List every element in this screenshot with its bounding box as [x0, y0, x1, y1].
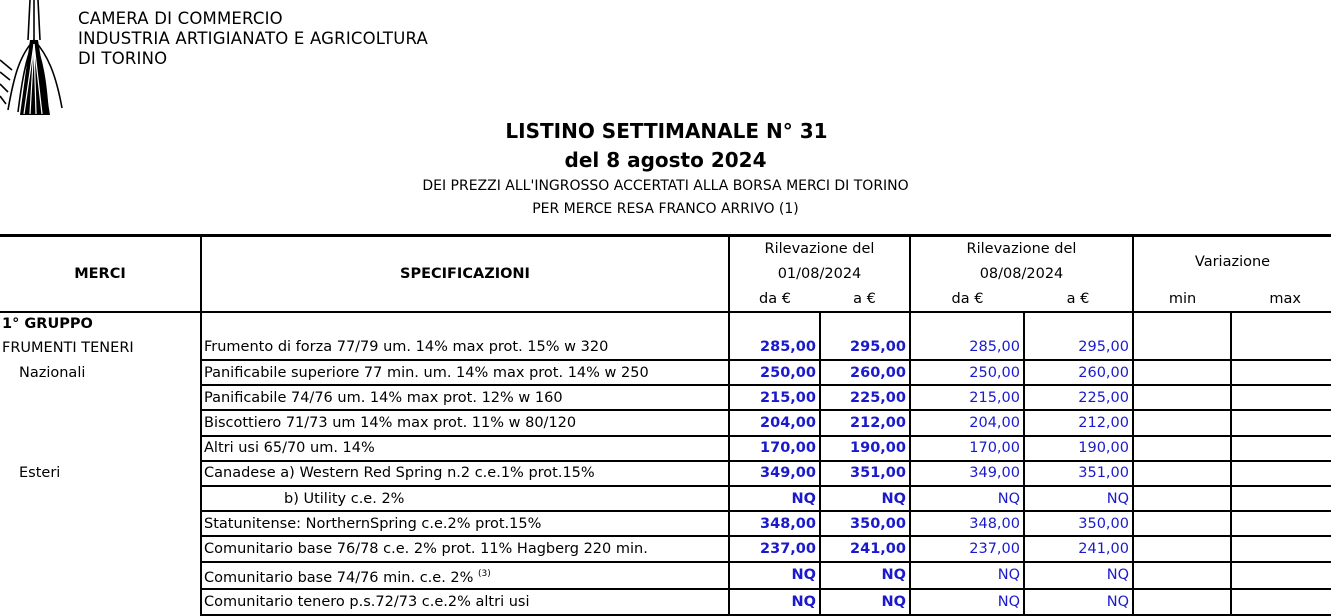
org-line-3: DI TORINO: [78, 49, 168, 68]
variation-max: [1231, 486, 1331, 511]
price-prev-da: NQ: [729, 562, 820, 590]
variation-min: [1133, 360, 1231, 385]
price-curr-da: 349,00: [910, 461, 1024, 486]
spec-text: Comunitario base 76/78 c.e. 2% prot. 11% Hagberg 220 min.: [204, 540, 648, 557]
spec-cell: [201, 312, 729, 336]
spec-cell: [201, 511, 729, 536]
variation-max: [1231, 385, 1331, 410]
price-prev-a: 241,00: [820, 536, 910, 561]
subtitle-line-2: PER MERCE RESA FRANCO ARRIVO (1): [532, 201, 799, 217]
price-prev-a: [820, 312, 910, 336]
header-min: min: [1133, 288, 1231, 312]
spec-text: Panificabile 74/76 um. 14% max prot. 12% w 160: [204, 389, 563, 406]
merci-cell: [0, 562, 201, 590]
header-rilevazione-1-date: 01/08/2024: [729, 261, 910, 288]
spec-text: Canadese a) Western Red Spring n.2 c.e.1% prot.15%: [204, 465, 595, 482]
variation-max: [1231, 511, 1331, 536]
price-curr-da: 215,00: [910, 385, 1024, 410]
price-prev-a: NQ: [820, 589, 910, 614]
variation-min: [1133, 536, 1231, 561]
spec-cell: [201, 461, 729, 486]
price-prev-a: 225,00: [820, 385, 910, 410]
header-rilevazione-1-label: Rilevazione del: [729, 236, 910, 261]
price-prev-da: 285,00: [729, 336, 820, 360]
variation-max: [1231, 461, 1331, 486]
merci-cell: [0, 511, 201, 536]
header-a-2: a €: [1024, 288, 1133, 312]
header-variazione: Variazione: [1133, 236, 1331, 288]
org-line-1: CAMERA DI COMMERCIO: [78, 9, 283, 28]
merci-cell: FRUMENTI TENERI: [2, 339, 134, 356]
subtitle-line-1: DEI PREZZI ALL'INGROSSO ACCERTATI ALLA BORSA MERCI DI TORINO: [422, 178, 909, 194]
price-prev-da: [729, 312, 820, 336]
header-rilevazione-2-date: 08/08/2024: [910, 261, 1133, 288]
spec-cell: [201, 589, 729, 614]
price-curr-da: 204,00: [910, 410, 1024, 435]
price-curr-da: 348,00: [910, 511, 1024, 536]
table-row: [0, 562, 1331, 590]
spec-cell: [201, 360, 729, 385]
price-curr-a: 225,00: [1024, 385, 1133, 410]
variation-max: [1231, 360, 1331, 385]
variation-min: [1133, 312, 1231, 336]
variation-max: [1231, 536, 1331, 561]
table-row: [0, 360, 1331, 385]
spec-cell: [201, 536, 729, 561]
spec-text: Frumento di forza 77/79 um. 14% max prot. 15% w 320: [204, 339, 609, 356]
header-specificazioni: SPECIFICAZIONI: [201, 236, 729, 312]
price-prev-a: 212,00: [820, 410, 910, 435]
price-curr-da: 250,00: [910, 360, 1024, 385]
spec-cell: [201, 410, 729, 435]
variation-min: [1133, 461, 1231, 486]
price-curr-da: NQ: [910, 589, 1024, 614]
header-merci: MERCI: [0, 236, 201, 312]
merci-cell: [0, 410, 201, 435]
price-curr-da: NQ: [910, 562, 1024, 590]
variation-min: [1133, 336, 1231, 360]
organization-name: [78, 9, 428, 69]
price-prev-a: NQ: [820, 486, 910, 511]
price-prev-da: 204,00: [729, 410, 820, 435]
table-row: [0, 436, 1331, 461]
price-prev-da: 250,00: [729, 360, 820, 385]
price-prev-a: 190,00: [820, 436, 910, 461]
table-row: [0, 312, 1331, 336]
price-curr-a: 212,00: [1024, 410, 1133, 435]
org-line-2: INDUSTRIA ARTIGIANATO E AGRICOLTURA: [78, 29, 428, 48]
variation-min: [1133, 511, 1231, 536]
price-prev-a: 260,00: [820, 360, 910, 385]
merci-cell: [0, 486, 201, 511]
spec-cell: [201, 436, 729, 461]
header-da-1: da €: [729, 288, 820, 312]
price-prev-da: 170,00: [729, 436, 820, 461]
document-date: del 8 agosto 2024: [564, 148, 767, 172]
table-row: [0, 410, 1331, 435]
merci-cell: [0, 536, 201, 561]
variation-min: [1133, 486, 1231, 511]
price-prev-a: 350,00: [820, 511, 910, 536]
table-row: [0, 589, 1331, 614]
document-title: LISTINO SETTIMANALE N° 31: [505, 119, 828, 143]
variation-min: [1133, 385, 1231, 410]
price-prev-da: 349,00: [729, 461, 820, 486]
spec-text: Altri usi 65/70 um. 14%: [204, 440, 375, 457]
price-curr-a: 295,00: [1024, 336, 1133, 360]
header-da-2: da €: [910, 288, 1024, 312]
price-curr-a: 241,00: [1024, 536, 1133, 561]
merci-cell: [0, 385, 201, 410]
table-row: [0, 511, 1331, 536]
spec-cell: [201, 336, 729, 360]
table-row: [0, 486, 1331, 511]
variation-max: [1231, 589, 1331, 614]
price-prev-da: NQ: [729, 589, 820, 614]
header-a-1: a €: [820, 288, 910, 312]
spec-text: Comunitario tenero p.s.72/73 c.e.2% altri usi: [204, 593, 530, 610]
price-curr-da: NQ: [910, 486, 1024, 511]
table-row: [0, 536, 1331, 561]
table-row: [0, 461, 1331, 486]
merci-cell: Nazionali: [19, 364, 86, 381]
variation-max: [1231, 562, 1331, 590]
table-row: [0, 336, 1331, 360]
merci-cell: [0, 436, 201, 461]
merci-cell: Esteri: [19, 465, 61, 482]
spec-cell: [201, 385, 729, 410]
price-curr-da: 237,00: [910, 536, 1024, 561]
price-prev-da: 215,00: [729, 385, 820, 410]
variation-max: [1231, 436, 1331, 461]
merci-cell: 1° GRUPPO: [2, 316, 93, 333]
price-prev-da: NQ: [729, 486, 820, 511]
spec-text: Biscottiero 71/73 um 14% max prot. 11% w 80/120: [204, 415, 577, 432]
price-curr-da: 170,00: [910, 436, 1024, 461]
spec-text: b) Utility c.e. 2%: [284, 490, 405, 507]
spec-text: Comunitario base 74/76 min. c.e. 2%: [204, 569, 474, 586]
chamber-logo: [0, 0, 70, 118]
variation-min: [1133, 562, 1231, 590]
table-row: [0, 385, 1331, 410]
price-curr-a: 260,00: [1024, 360, 1133, 385]
price-prev-da: 237,00: [729, 536, 820, 561]
price-prev-da: 348,00: [729, 511, 820, 536]
spec-text: Statunitense: NorthernSpring c.e.2% prot.15%: [204, 515, 542, 532]
price-curr-a: NQ: [1024, 589, 1133, 614]
variation-max: [1231, 312, 1331, 336]
merci-cell: [0, 589, 201, 614]
price-curr-da: 285,00: [910, 336, 1024, 360]
variation-max: [1231, 336, 1331, 360]
price-table: [0, 234, 1331, 616]
price-curr-a: NQ: [1024, 562, 1133, 590]
variation-min: [1133, 589, 1231, 614]
price-curr-a: 350,00: [1024, 511, 1133, 536]
header-max: max: [1231, 288, 1331, 312]
header-rilevazione-2-label: Rilevazione del: [910, 236, 1133, 261]
variation-min: [1133, 410, 1231, 435]
variation-min: [1133, 436, 1231, 461]
price-prev-a: 295,00: [820, 336, 910, 360]
price-curr-a: 351,00: [1024, 461, 1133, 486]
price-prev-a: 351,00: [820, 461, 910, 486]
spec-cell: [201, 562, 729, 590]
spec-cell: [201, 486, 729, 511]
spec-text: Panificabile superiore 77 min. um. 14% max prot. 14% w 250: [204, 364, 649, 381]
price-curr-da: [910, 312, 1024, 336]
price-curr-a: 190,00: [1024, 436, 1133, 461]
variation-max: [1231, 410, 1331, 435]
price-curr-a: [1024, 312, 1133, 336]
footnote-ref: (3): [478, 568, 491, 579]
price-prev-a: NQ: [820, 562, 910, 590]
price-curr-a: NQ: [1024, 486, 1133, 511]
table-body: [0, 312, 1331, 615]
